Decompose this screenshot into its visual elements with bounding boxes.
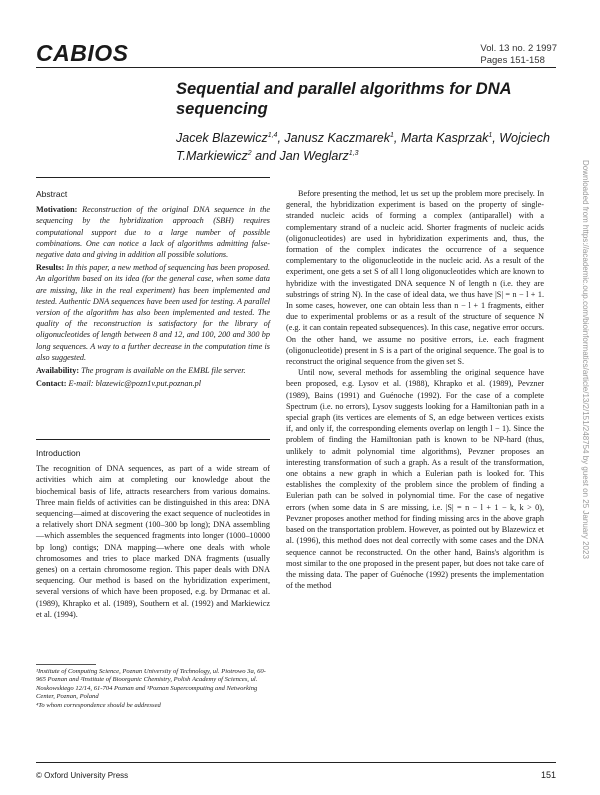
author: and Jan Weglarz [255, 149, 349, 164]
journal-name: CABIOS [36, 40, 129, 66]
footnotes [36, 668, 270, 710]
author: Wojciech T.Markiewicz [176, 131, 550, 164]
right-paragraph-2: Until now, several methods for assembling the original sequence have been proposed, e.g. Lysov et al. (1988), Khrapko et al. (1989), Pevzner (1989), Bains (1991) and Guénoche (1992). For the case of a complete Spectrum (i.e. no errors), Lysov suggests looking for a Hamiltonian path in a special graph (its vertices are elements of S, an edge between vertices exists if, and only if, the corresponding elements overlap on length l − 1). Since the problem of finding the Hamiltonian path is known to be NP-hard (thus, unlikely to admit polynomial time algorithms), Pevzner proposes an interesting transformation of such a graph. As a result of the transformation, one obtains a new graph in which a Eulerian path is looked for. This establishes the complexity of the problem since the problem of finding a Eulerian path can be solved in polynomial time. For the case of negative errors (when some data in S are missing, i.e. |S| = n − l + 1 − k, k > 0), Pevzner proposes another method for finding missing arcs in the above graph based on the transportation problem. However, as pointed out by Blazewicz et al. (1996), this method does not deal correctly with some cases and the DNA sequence cannot be reconstructed. On the other hand, Bains's algorithm is most similar to the one proposed in the present paper, but does not take care of the missing data. The paper of Guénoche (1992) presents the implementation of the method [286, 368, 544, 591]
footnote-affiliations: ¹Institute of Computing Science, Poznan University of Technology, ul. Piotrowo 3a, 60-965 Poznan and ²Institute of Bioorganic Chemistry, Polish Academy of Sciences, ul. Noskowskiego 12/14, 61-704 Poznan and ³Poznan Supercomputing and Networking Center, Poznan, Poland [36, 668, 266, 701]
availability-label: Availability: [36, 366, 80, 376]
abstract-motivation [36, 204, 270, 260]
author: Marta Kasprzak [400, 131, 489, 146]
author-affil: 1 [488, 132, 493, 139]
introduction-section [36, 448, 270, 620]
contact-email[interactable]: E-mail: blazewic@pozn1v.put.poznan.pl [68, 379, 201, 389]
footer-rule [36, 762, 556, 763]
author-list: Jacek Blazewicz$^{1,4}$, Janusz Kaczmarek$^1$, Marta Kasprzak$^1$, Wojciech T.Markiewicz$^2$ and Jan Weglarz$^{1,3}$ [176, 131, 550, 164]
availability-text: The program is available on the EMBL file server. [81, 366, 246, 376]
volume-line: Vol. 13 no. 2 1997 [480, 43, 557, 54]
abstract-results [36, 262, 270, 363]
abstract-section [36, 189, 270, 391]
download-note[interactable]: Downloaded from https://academic.oup.com/bioinformatics/article/13/2/151/248754 by guest on 25 January 2023 [581, 160, 590, 559]
abstract-contact [36, 378, 270, 389]
results-text: In this paper, a new method of sequencing has been proposed. An algorithm based on its idea (for the general case, when some data are missing, like in the real experiment) has been implemented and tested. Authentic DNA sequences have been used for testing. A parallel version of the algorithm has also been implemented and tested. The quality of the reconstruction is satisfactory for the library of oligonucleotides of length between 8 and 12, and 100, 200 and 300 bp long sequences. A way to a further decrease in the computation time is also suggested. [36, 263, 271, 362]
author-affil: 2 [247, 150, 252, 158]
download-watermark [578, 160, 592, 720]
author-affil: 1,3 [348, 150, 359, 158]
right-paragraph-1: Before presenting the method, let us set up the problem more precisely. In general, the hybridization experiment is based on the property of single-stranded nucleic acids of forming a complex (antiparallel) with a complementary strand of a nucleic acid. Shorter fragments of nucleic acids (oligonucleotides) are used in hybridization experiments and, thus, the formation of the complex indicates the occurrence of a sequence complementary to the oligonucleotide in the nucleic acid. As a result of the experiment, one gets a set S of all l long oligonucleotides which are known to hybridize with the investigated DNA sequence N of length n (i.e. they are substrings of string N). In the case of ideal data, we thus have |S| = n − l + 1. In some cases, however, one can obtain less than n − l + 1 fragments, either due to experimental problems or as a result of the structure of sequence N (e.g. it can contain repeated subsequences). In this case, negative error occurs. On the other hand, we assume no positive errors, i.e. each fragment (oligonucleotide) present in S is a part of the original sequence. The goal is to reconstruct the original sequence from the given set S. [286, 189, 544, 367]
abstract-heading: Abstract [36, 189, 68, 199]
right-column [286, 188, 544, 591]
footnote-correspondence: ⁴To whom correspondence should be addressed [36, 701, 161, 709]
motivation-label: Motivation: [36, 205, 78, 215]
abstract-top-rule [36, 177, 270, 178]
publisher-credit: © Oxford University Press [36, 771, 129, 780]
author: Jacek Blazewicz [176, 131, 268, 146]
abstract-availability [36, 365, 270, 376]
author-affil: 1,4 [267, 132, 278, 139]
contact-label: Contact: [36, 379, 67, 389]
abstract-bottom-rule [36, 439, 270, 440]
introduction-heading: Introduction [36, 448, 81, 458]
page-number: 151 [540, 770, 556, 780]
author: Janusz Kaczmarek [284, 131, 390, 146]
author-affil: 1 [390, 132, 394, 139]
paper-title: Sequential and parallel algorithms for DNA sequencing [176, 80, 511, 118]
motivation-text: Reconstruction of the original DNA sequence in the sequencing by the hybridization approach (SBH) requires computational support due to a large number of possible combinations. One can notice a lack of algorithms admitting false-negative data and giving in addition all possible solutions. [36, 205, 270, 260]
results-label: Results: [36, 263, 65, 273]
footnote-rule [36, 664, 96, 665]
header-rule [36, 67, 556, 68]
pages-line: Pages 151-158 [480, 55, 545, 66]
introduction-text: The recognition of DNA sequences, as part of a wide stream of activities which aim at completing our knowledge about the biochemical basis of life, attracts researchers from various domains. Three main fields of activities can be distinguished in this area: DNA sequencing—aimed at discovering the exact sequence of nucleotides in a relatively short DNA segment (100–300 bp long); DNA assembling—which assembles the sequenced fragments into longer (1000–10000 bp long) contigs; DNA mapping—where one deals with whole chromosomes and tries to place marked DNA fragments (usually genes) on a certain chromosome region. This paper deals with DNA sequencing. Our method is based on the hybridization experiment, several versions of which have been proposed, e.g. by Drmanac et al. (1989), Khrapko et al. (1989), Southern et al. (1992) and Markiewicz et al. (1994). [36, 464, 270, 619]
issue-info [480, 43, 557, 67]
